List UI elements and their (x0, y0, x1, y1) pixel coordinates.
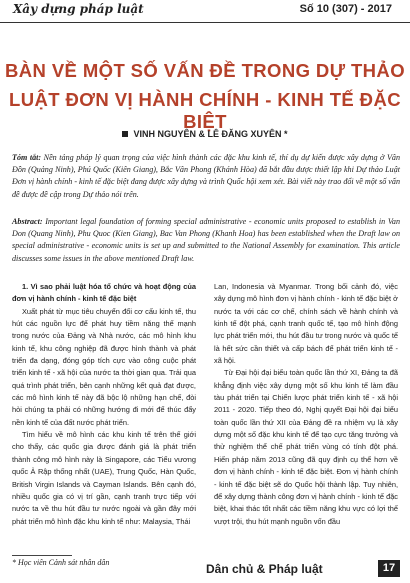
footnote: * Học viên Cảnh sát nhân dân (12, 558, 110, 567)
square-bullet-icon (122, 131, 128, 137)
article-title-line-2: LUẬT ĐƠN VỊ HÀNH CHÍNH - KINH TẾ ĐẶC BIỆT (9, 89, 401, 132)
abstract-en-text: Important legal foundation of forming special administrative - economic units proposed to establish in Van Don (Quang Ninh), Phu Quoc (Kien Giang), Bac Van Phong (Khanh Hoa) has been established when the Draft law on special administrative - economic units is set up and submitted to the National Assembly for examination. This article discusses some issues in the above mentioned Draft law. (12, 217, 400, 263)
body-paragraph: Tìm hiểu về mô hình các khu kinh tế trên thế giới cho thấy, các quốc gia được đánh giá là phát triển thành công mô hình này là Singapore, các Tiểu vương quốc Ả Rập thống nhất (UAE), Trung Quốc, Hàn Quốc, British Virgin Islands và Cayman Islands. Bên cạnh đó, nhiều quốc gia có vị trí gần, cạnh tranh trực tiếp với nước ta về thu hút đầu tư nước ngoài và gần đây mới phát triển mô hình đặc khu kinh tế như: Malaysia, Thái (12, 430, 196, 526)
footer-journal-name: Dân chủ & Pháp luật (206, 562, 323, 576)
abstract-vi-label: Tóm tắt: (12, 153, 42, 162)
abstract-english (12, 216, 400, 265)
header-section-name: Xây dựng pháp luật (13, 2, 144, 16)
body-paragraph: Từ Đại hội đại biểu toàn quốc lần thứ XI, Đảng ta đã khẳng định việc xây dựng một số khu kinh tế làm đầu tàu phát triển tại Chiến lược phát triển kinh tế - xã hội 2011 - 2020. Tiếp theo đó, Nghị quyết Đại hội đại biểu toàn quốc lần thứ XII của Đảng đề ra nhiệm vụ là xây dựng một số đặc khu kinh tế để tạo cực tăng trưởng và thử nghiệm thể chế phát triển vùng có tính đột phá. Hiến pháp năm 2013 cũng đã quy định cụ thể hơn về đơn vị hành chính - kinh tế đặc biệt. Đơn vị hành chính - kinh tế đặc biệt sẽ do Quốc hội thành lập. Tuy nhiên, để xây dựng thành công đơn vị hành chính - kinh tế đặc biệt, khai thác tốt nhất các tiềm năng khu vực có lợi thế vượt trội, thu hút mạnh nguồn vốn đầu (214, 368, 398, 526)
footnote-divider (12, 555, 72, 556)
body-column-left (12, 281, 196, 528)
body-paragraph: Lan, Indonesia và Myanmar. Trong bối cảnh đó, việc xây dựng mô hình đơn vị hành chính - kinh tế đặc biệt ở nước ta với các cơ chế, chính sách về hành chính và kinh tế đột phá, cạnh tranh quốc tế, tạo mô hình động lực phát triển mới, thu hút đầu tư trong nước và quốc tế là hết sức cần thiết và cấp bách để phát triển kinh tế - xã hội. (214, 282, 398, 366)
abstract-en-label: Abstract: (12, 217, 43, 226)
running-header (0, 0, 410, 23)
abstract-vi-text: Nền tảng pháp lý quan trọng của việc hình thành các đặc khu kinh tế, thí dụ dự kiến được xây dựng ở Vân Đồn (Quảng Ninh), Phú Quốc (Kiên Giang), Bắc Vân Phong (Khánh Hòa) đã bắt đầu được thiết lập khi Dự thảo Luật Đơn vị hành chính - kinh tế đặc biệt đang được xây dựng và trình Quốc hội xem xét. Bài viết này trao đổi về một số vấn đề được đề cập trong Dự thảo nói trên. (12, 153, 400, 199)
abstract-vietnamese (12, 152, 400, 201)
section-heading: 1. Vì sao phải luật hóa tổ chức và hoạt động của đơn vị hành chính - kinh tế đặc biệt (12, 282, 196, 304)
author-names: VINH NGUYÊN & LÊ ĐĂNG XUYÊN * (133, 129, 288, 139)
header-issue-number: Số 10 (307) - 2017 (299, 3, 392, 15)
body-column-right (214, 281, 398, 528)
author-byline (0, 129, 410, 139)
article-title-line-1: BÀN VỀ MỘT SỐ VẤN ĐỀ TRONG DỰ THẢO (5, 60, 405, 81)
page-number: 17 (378, 560, 400, 577)
body-paragraph: Xuất phát từ mục tiêu chuyển đổi cơ cấu kinh tế, thu hút các nguồn lực để phát huy tiềm năng thế mạnh trong nước của Đảng và Nhà nước, các mô hình khu kinh tế, khu công nghiệp đã được hình thành và phát triển đa dạng, đóng góp tích cực vào công cuộc phát triển kinh tế - xã hội của nước ta thời gian qua. Trải qua quá trình phát triển, bên cạnh những kết quả đạt được, các mô hình kinh tế này đã bộc lộ những hạn chế, đòi hỏi chúng ta phải có những hướng đi mới để thúc đẩy nền kinh tế của đất nước phát triển. (12, 306, 196, 427)
